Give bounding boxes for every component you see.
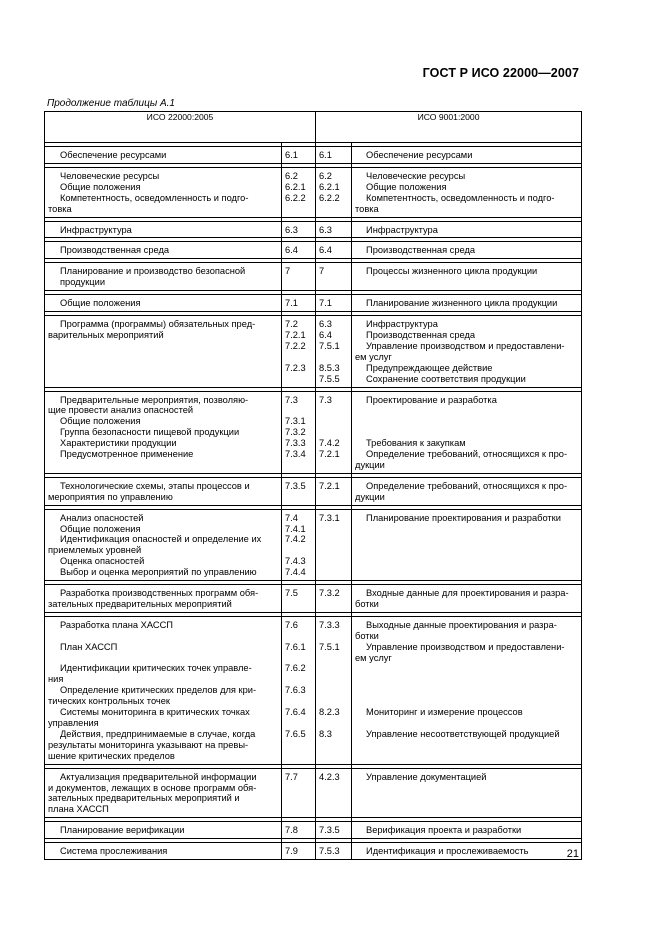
cell-line: 7.3.5 [285, 480, 306, 491]
cell-line: 8.5.3 [319, 362, 340, 373]
document-header: ГОСТ Р ИСО 22000—2007 [422, 66, 579, 80]
cell-line [285, 374, 313, 385]
cell-line: шение критических пределов [48, 750, 175, 761]
iso9001-clause-number [316, 167, 352, 217]
cell-line: Входные данные для проектирования и разра- [366, 588, 569, 599]
cell-line: Идентификация опасностей и определение их [60, 534, 262, 545]
iso22000-clause-text [45, 509, 282, 580]
iso22000-clause-number [282, 822, 316, 839]
iso9001-clause-number [316, 147, 352, 164]
cell-line [319, 427, 349, 438]
cell-line: Производственная среда [366, 329, 476, 340]
cell-line: 7.2.2 [285, 340, 306, 351]
iso9001-clause-text [352, 147, 582, 164]
cell-line: 7.3.3 [319, 619, 340, 630]
cell-line: дукции [355, 491, 385, 502]
iso9001-clause-number [316, 768, 352, 818]
cell-line: Идентификация и прослеживаемость [366, 846, 529, 857]
cell-line [366, 685, 578, 696]
cell-line: ботки [355, 630, 379, 641]
cell-line: Управление несоответствующей продукцией [366, 728, 560, 739]
cell-line [366, 696, 578, 707]
column-header-iso22000: ИСО 22000:2005 [45, 112, 316, 143]
cell-line: Система прослеживания [60, 846, 168, 857]
iso9001-clause-number [316, 295, 352, 312]
cell-line: Общие положения [60, 181, 141, 192]
cell-line: 7.4.4 [285, 567, 306, 578]
iso22000-clause-number [282, 616, 316, 764]
table-row [45, 822, 582, 839]
table-row [45, 221, 582, 238]
cell-line: Управление производством и предоставлени- [366, 340, 565, 351]
cell-line: 7.1 [319, 298, 332, 309]
cell-line: Идентификации критических точек управле- [60, 663, 252, 674]
column-header-iso9001: ИСО 9001:2000 [316, 112, 582, 143]
cell-line: Сохранение соответствия продукции [366, 373, 526, 384]
cell-line: Человеческие ресурсы [366, 170, 466, 181]
cell-line: управления [48, 718, 99, 729]
cell-line: Общие положения [366, 181, 447, 192]
iso22000-clause-number [282, 242, 316, 259]
cell-line: Предварительные мероприятия, позволяю- [60, 394, 249, 405]
iso22000-clause-text [45, 822, 282, 839]
cell-line: Разработка производственных программ обя- [60, 588, 259, 599]
iso22000-clause-number [282, 167, 316, 217]
iso22000-clause-number [282, 585, 316, 613]
cell-line: 6.3 [319, 224, 332, 235]
cell-line: Инфраструктура [366, 319, 438, 330]
cell-line: Определение требований, относящихся к про- [366, 480, 568, 491]
cell-line [319, 460, 349, 471]
cell-line: Управление документацией [366, 771, 487, 782]
iso22000-clause-number [282, 391, 316, 473]
cell-line: 8.3 [319, 728, 332, 739]
cell-line [366, 674, 578, 685]
cell-line [319, 718, 349, 729]
iso22000-clause-text [45, 843, 282, 860]
cell-line: Компетентность, осведомленность и подго- [60, 192, 249, 203]
cell-line: Анализ опасностей [60, 512, 144, 523]
iso9001-clause-number [316, 822, 352, 839]
iso22000-clause-number [282, 263, 316, 291]
cell-line [319, 631, 349, 642]
iso22000-clause-text [45, 242, 282, 259]
iso9001-clause-text [352, 822, 582, 839]
cell-line: 7.2.1 [319, 448, 340, 459]
iso9001-clause-number [316, 391, 352, 473]
cell-line [285, 696, 313, 707]
cell-line: 7.6 [285, 619, 298, 630]
table-header-row [45, 112, 582, 143]
iso9001-clause-text [352, 242, 582, 259]
cell-line: 7.4.1 [285, 523, 306, 534]
cell-line [285, 631, 313, 642]
iso9001-clause-text [352, 391, 582, 473]
cell-line: Определение требований, относящихся к про- [366, 448, 568, 459]
cell-line: 7.3.3 [285, 438, 306, 449]
cell-line [319, 674, 349, 685]
cell-line [319, 653, 349, 664]
cell-line [319, 751, 349, 762]
cell-line: Программа (программы) обязательных пред- [60, 319, 256, 330]
cell-line: Общие положения [60, 523, 141, 534]
cell-line: Определение критических пределов для кри- [60, 685, 257, 696]
cell-line: тических контрольных точек [48, 696, 170, 707]
iso9001-clause-text [352, 263, 582, 291]
cell-line: 7.3 [285, 394, 298, 405]
table-row [45, 616, 582, 764]
cell-line: 7.2.3 [285, 362, 306, 373]
iso22000-clause-text [45, 167, 282, 217]
iso22000-clause-number [282, 843, 316, 860]
cell-line: Мониторинг и измерение процессов [366, 707, 523, 718]
cell-line: 6.3 [285, 224, 298, 235]
table-row [45, 147, 582, 164]
iso9001-clause-number [316, 585, 352, 613]
cell-line: 6.4 [319, 329, 332, 340]
cell-line: 7.1 [285, 298, 298, 309]
cell-line: Верификация проекта и разработки [366, 825, 522, 836]
cell-line: 7.8 [285, 825, 298, 836]
cell-line: 7.5.3 [319, 846, 340, 857]
cell-line: Разработка плана ХАССП [60, 619, 173, 630]
cell-line: Планирование проектирования и разработки [366, 512, 561, 523]
iso9001-clause-text [352, 477, 582, 505]
iso9001-clause-text [352, 585, 582, 613]
table-row [45, 242, 582, 259]
cell-line: 6.2.2 [319, 192, 340, 203]
cell-line: Производственная среда [60, 245, 170, 256]
cell-line: 7.4.2 [285, 534, 306, 545]
cell-line [285, 352, 313, 363]
cell-line: 6.2.2 [285, 192, 306, 203]
cell-line: Обеспечение ресурсами [366, 150, 473, 160]
cell-line: Производственная среда [366, 245, 476, 256]
cell-line [285, 405, 313, 416]
cell-line: ем услуг [355, 652, 392, 663]
cell-line: мероприятия по управлению [48, 491, 173, 502]
cell-line: 6.2.1 [319, 181, 340, 192]
cell-line: 6.4 [285, 245, 298, 256]
cell-line [366, 751, 578, 762]
cell-line: ния [48, 674, 64, 685]
cell-line: 6.4 [319, 245, 332, 256]
cell-line: 8.2.3 [319, 707, 340, 718]
iso22000-clause-number [282, 295, 316, 312]
cell-line [366, 740, 578, 751]
cell-line [285, 751, 313, 762]
iso22000-clause-text [45, 616, 282, 764]
cell-line [366, 427, 578, 438]
iso22000-clause-text [45, 295, 282, 312]
cell-line: Планирование и производство безопасной [60, 266, 246, 277]
cell-line [60, 653, 277, 664]
cell-line: Обеспечение ресурсами [60, 150, 167, 160]
iso9001-clause-number [316, 477, 352, 505]
cell-line [319, 685, 349, 696]
cell-line: дукции [355, 459, 385, 470]
cell-line: 7.9 [285, 846, 298, 857]
cell-line [366, 718, 578, 729]
cell-line: и документов, лежащих в основе программ обя- [48, 782, 257, 793]
table-row [45, 585, 582, 613]
cell-line: 7.3.1 [285, 416, 306, 427]
iso9001-clause-number [316, 221, 352, 238]
cell-line: 7.2.1 [285, 329, 306, 340]
iso22000-clause-number [282, 477, 316, 505]
cell-line: товка [48, 203, 72, 214]
cell-line: Инфраструктура [366, 224, 438, 235]
cell-line: Процессы жизненного цикла продукции [366, 266, 538, 277]
cell-line: 7.3.2 [319, 588, 340, 599]
table-row [45, 295, 582, 312]
cell-line: 6.2 [319, 170, 332, 181]
cell-line: 7.3.5 [319, 825, 340, 836]
cell-line: 7.5.5 [319, 373, 340, 384]
iso9001-clause-number [316, 509, 352, 580]
cell-line: ем услуг [355, 351, 392, 362]
iso22000-clause-text [45, 316, 282, 387]
iso9001-clause-text [352, 616, 582, 764]
iso9001-clause-text [352, 167, 582, 217]
cell-line [285, 740, 313, 751]
iso22000-clause-number [282, 221, 316, 238]
cell-line [319, 663, 349, 674]
cell-line: зательных предварительных мероприятий и [48, 793, 240, 804]
cell-line: Предупреждающее действие [366, 362, 493, 373]
cell-line [366, 664, 578, 675]
table-row [45, 316, 582, 387]
cell-line: варительных мероприятий [48, 329, 164, 340]
cell-line: 7.6.2 [285, 663, 306, 674]
cell-line: 7.6.3 [285, 685, 306, 696]
cell-line: Проектирование и разработка [366, 394, 497, 405]
cell-line: Требования к закупкам [366, 438, 466, 449]
iso9001-clause-text [352, 843, 582, 860]
iso9001-clause-text [352, 221, 582, 238]
cell-line: 6.2.1 [285, 181, 306, 192]
iso22000-clause-text [45, 221, 282, 238]
cell-line: результаты мониторинга указывают на превы- [48, 739, 249, 750]
cell-line [285, 460, 313, 471]
cell-line: Общие положения [60, 416, 141, 427]
cell-line: 7.6.1 [285, 641, 306, 652]
cell-line: 7.3.2 [285, 427, 306, 438]
cell-line: 7.3 [319, 394, 332, 405]
iso22000-clause-text [45, 477, 282, 505]
cell-line [285, 545, 313, 556]
cell-line: 6.2 [285, 170, 298, 181]
iso9001-clause-text [352, 509, 582, 580]
cell-line: 7.2 [285, 319, 298, 330]
page-number: 21 [566, 848, 579, 860]
iso22000-clause-text [45, 768, 282, 818]
cell-line [366, 416, 578, 427]
cell-line: Компетентность, осведомленность и подго- [366, 192, 555, 203]
iso22000-clause-text [45, 263, 282, 291]
cell-line: Характеристики продукции [60, 438, 177, 449]
iso22000-clause-text [45, 585, 282, 613]
table-row [45, 477, 582, 505]
cell-line [319, 416, 349, 427]
cell-line: Планирование жизненного цикла продукции [366, 298, 558, 309]
cell-line: Технологические схемы, этапы процессов и [60, 480, 250, 491]
cell-line: 7.6.4 [285, 707, 306, 718]
cell-line [60, 363, 277, 374]
cell-line: Системы мониторинга в критических точках [60, 707, 250, 718]
cell-line [366, 405, 578, 416]
cell-line: 7.4 [285, 512, 298, 523]
table-row [45, 509, 582, 580]
cell-line: ботки [355, 598, 379, 609]
iso9001-clause-number [316, 843, 352, 860]
iso9001-clause-number [316, 316, 352, 387]
cell-line: 7.3.1 [319, 512, 340, 523]
cell-line: Человеческие ресурсы [60, 170, 160, 181]
cell-line [319, 405, 349, 416]
cell-line: Оценка опасностей [60, 556, 145, 567]
correspondence-table [44, 111, 582, 860]
cell-line: 7 [285, 266, 291, 277]
table-row [45, 391, 582, 473]
cell-line: 4.2.3 [319, 771, 340, 782]
cell-line: плана ХАССП [48, 804, 109, 815]
cell-line: товка [355, 203, 379, 214]
cell-line: 7 [319, 266, 325, 277]
cell-line [60, 631, 277, 642]
table-row [45, 843, 582, 860]
iso22000-clause-text [45, 391, 282, 473]
cell-line: 7.3.4 [285, 449, 306, 460]
iso9001-clause-number [316, 242, 352, 259]
cell-line: 7.7 [285, 771, 298, 782]
table-row [45, 263, 582, 291]
cell-line [285, 653, 313, 664]
cell-line: Управление производством и предоставлени- [366, 641, 565, 652]
cell-line [319, 696, 349, 707]
cell-line: Общие положения [60, 298, 141, 309]
cell-line: щие провести анализ опасностей [48, 405, 194, 416]
cell-line [285, 674, 313, 685]
cell-line [60, 341, 277, 352]
table-row [45, 768, 582, 818]
cell-line: 7.5.1 [319, 340, 340, 351]
iso9001-clause-text [352, 316, 582, 387]
cell-line: Актуализация предварительной информации [60, 771, 257, 782]
cell-line: 6.1 [319, 150, 332, 160]
cell-line: Действия, предпринимаемые в случае, когда [60, 728, 256, 739]
cell-line: Выходные данные проектирования и разра- [366, 619, 557, 630]
cell-line: 7.4.2 [319, 438, 340, 449]
iso9001-clause-text [352, 295, 582, 312]
cell-line: приемлемых уровней [48, 545, 142, 556]
cell-line [60, 374, 277, 385]
cell-line: 6.3 [319, 319, 332, 330]
cell-line: зательных предварительных мероприятий [48, 598, 232, 609]
cell-line [319, 352, 349, 363]
cell-line: Планирование верификации [60, 825, 185, 836]
cell-line [60, 460, 277, 471]
cell-line: Выбор и оценка мероприятий по управлению [60, 567, 257, 578]
iso22000-clause-text [45, 147, 282, 164]
cell-line: 7.5.1 [319, 641, 340, 652]
iso9001-clause-text [352, 768, 582, 818]
iso22000-clause-number [282, 147, 316, 164]
table-caption: Продолжение таблицы А.1 [47, 98, 175, 109]
cell-line: 7.5 [285, 588, 298, 599]
iso9001-clause-number [316, 263, 352, 291]
cell-line: Предусмотренное применение [60, 449, 194, 460]
cell-line [319, 740, 349, 751]
cell-line [60, 352, 277, 363]
cell-line: 7.6.5 [285, 728, 306, 739]
cell-line: План ХАССП [60, 641, 118, 652]
iso22000-clause-number [282, 509, 316, 580]
table-row [45, 167, 582, 217]
cell-line: 6.1 [285, 150, 298, 160]
cell-line [285, 718, 313, 729]
cell-line: Группа безопасности пищевой продукции [60, 427, 240, 438]
iso9001-clause-number [316, 616, 352, 764]
iso22000-clause-number [282, 768, 316, 818]
cell-line: 7.4.3 [285, 556, 306, 567]
cell-line: 7.2.1 [319, 480, 340, 491]
cell-line: продукции [60, 277, 106, 288]
iso22000-clause-number [282, 316, 316, 387]
cell-line: Инфраструктура [60, 224, 132, 235]
